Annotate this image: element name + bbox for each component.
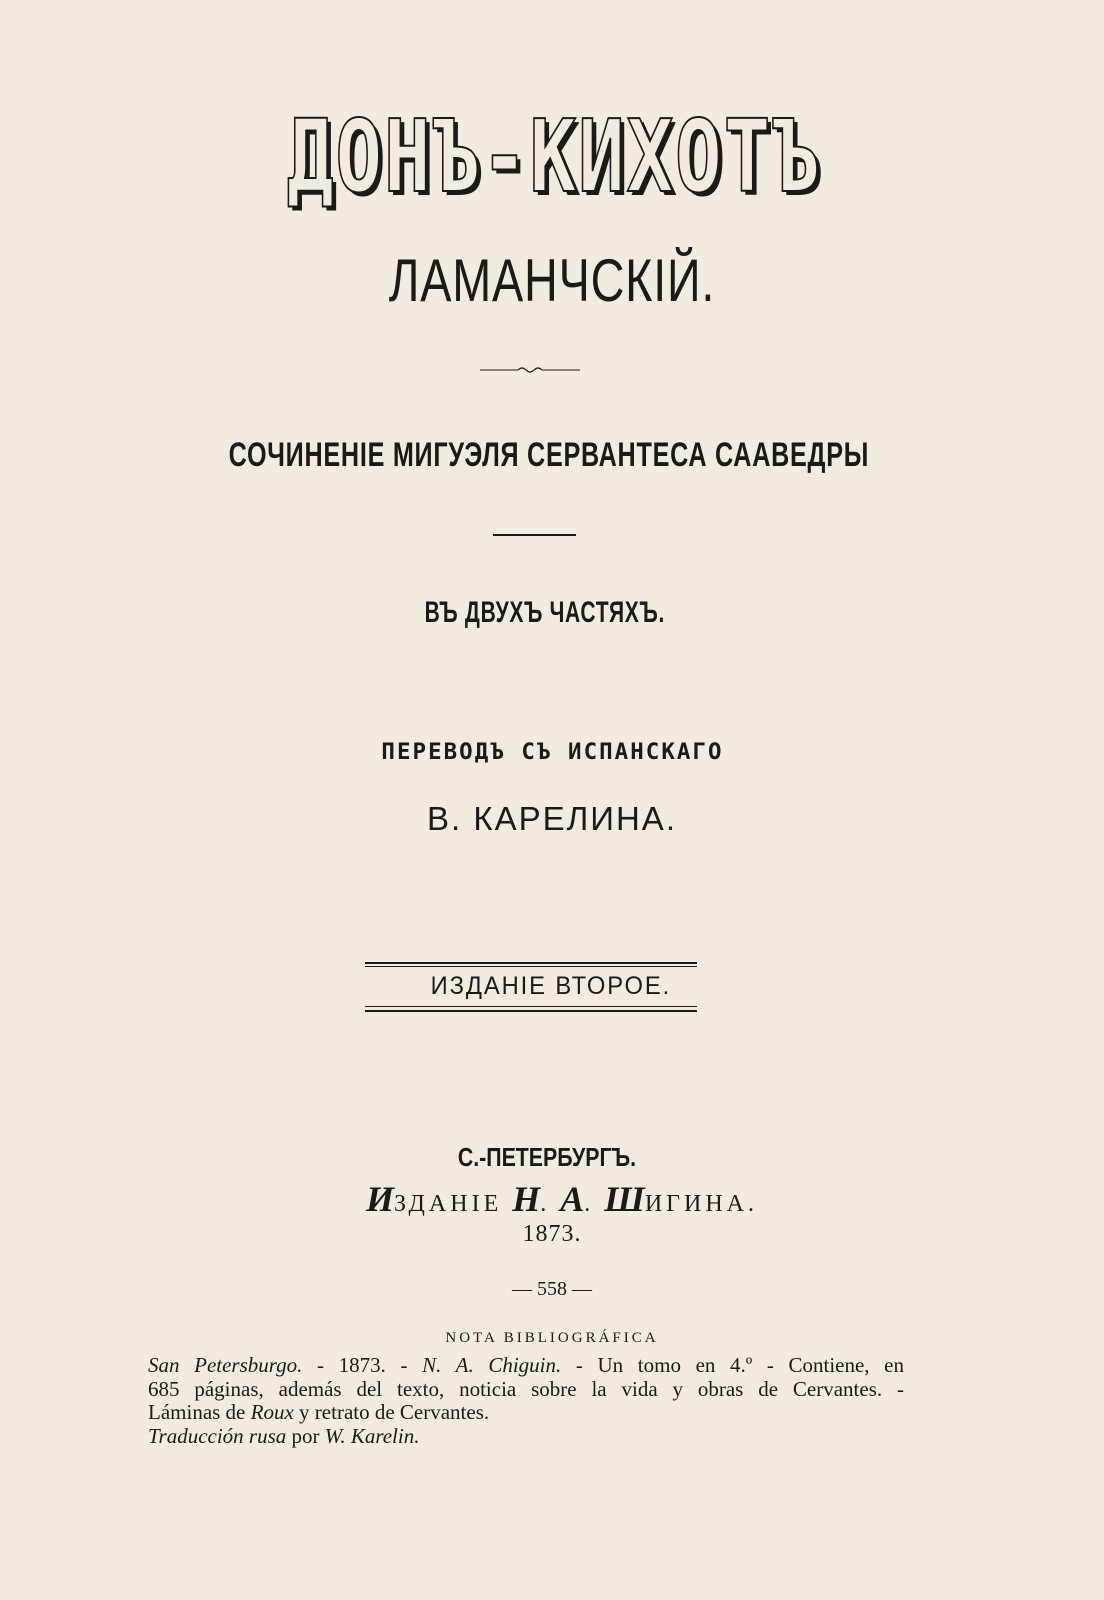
ornament-divider [480,366,580,374]
note-translation: Traducción rusa [148,1423,287,1448]
note-roux: Roux [250,1400,294,1424]
note-publisher: N. A. Chiguin. [422,1353,562,1377]
publisher-initial: И [365,1179,394,1219]
edition-label: ИЗДАНІЕ ВТОРОЕ. [430,972,672,1000]
note-text: por [286,1423,325,1448]
book-subtitle: ЛАМАНЧСКІЙ. [388,247,716,314]
edition-rule-top [365,962,697,964]
imprint-year: 1873. [522,1221,582,1247]
publisher-initial: Н [512,1179,541,1219]
book-title: ДОНЪ-КИХОТЪ [286,98,821,215]
note-text: - Un tomo en 4.º - Contiene, en [561,1353,904,1377]
note-text: y retrato de Cervantes. [293,1400,490,1424]
edition-rule-top-thin [365,966,697,967]
publisher-initial: Ш [604,1179,645,1219]
note-line-4 [148,1425,904,1449]
note-line-2: 685 páginas, además del texto, noticia sobre la vida y obras de Cervantes. - [148,1376,904,1401]
publisher-initial: А [560,1179,585,1219]
bibliographic-note [148,1354,904,1448]
author-line: СОЧИНЕНІЕ МИГУЭЛЯ СЕРВАНТЕСА СААВЕДРЫ [228,436,870,474]
imprint-publisher [0,1178,1104,1220]
edition-rule-bottom [365,1010,697,1012]
note-text: - 1873. - [302,1353,423,1377]
page-number: — 558 — [512,1278,592,1300]
translation-line: ПЕРЕВОДЪ СЪ ИСПАНСКАГО [381,740,724,765]
note-city: San Petersburgo. [148,1353,303,1377]
divider-rule [493,534,576,536]
parts-line: ВЪ ДВУХЪ ЧАСТЯХЪ. [424,596,666,629]
translator-name: В. КАРЕЛИНА. [427,800,677,837]
publisher-text: ЗДАНІЕ [393,1191,513,1217]
note-translator: W. Karelin. [324,1423,420,1448]
note-heading: NOTA BIBLIOGRÁFICA [445,1330,659,1346]
publisher-text: . [584,1191,605,1217]
publisher-text: . [540,1191,561,1217]
note-text: Láminas de [148,1400,251,1424]
note-line-3 [148,1401,904,1425]
note-line-1 [148,1354,904,1378]
edition-rule-bottom-thin [365,1006,697,1007]
imprint-city: С.-ПЕТЕРБУРГЪ. [457,1142,637,1172]
publisher-text: ИГИНА. [644,1191,759,1217]
